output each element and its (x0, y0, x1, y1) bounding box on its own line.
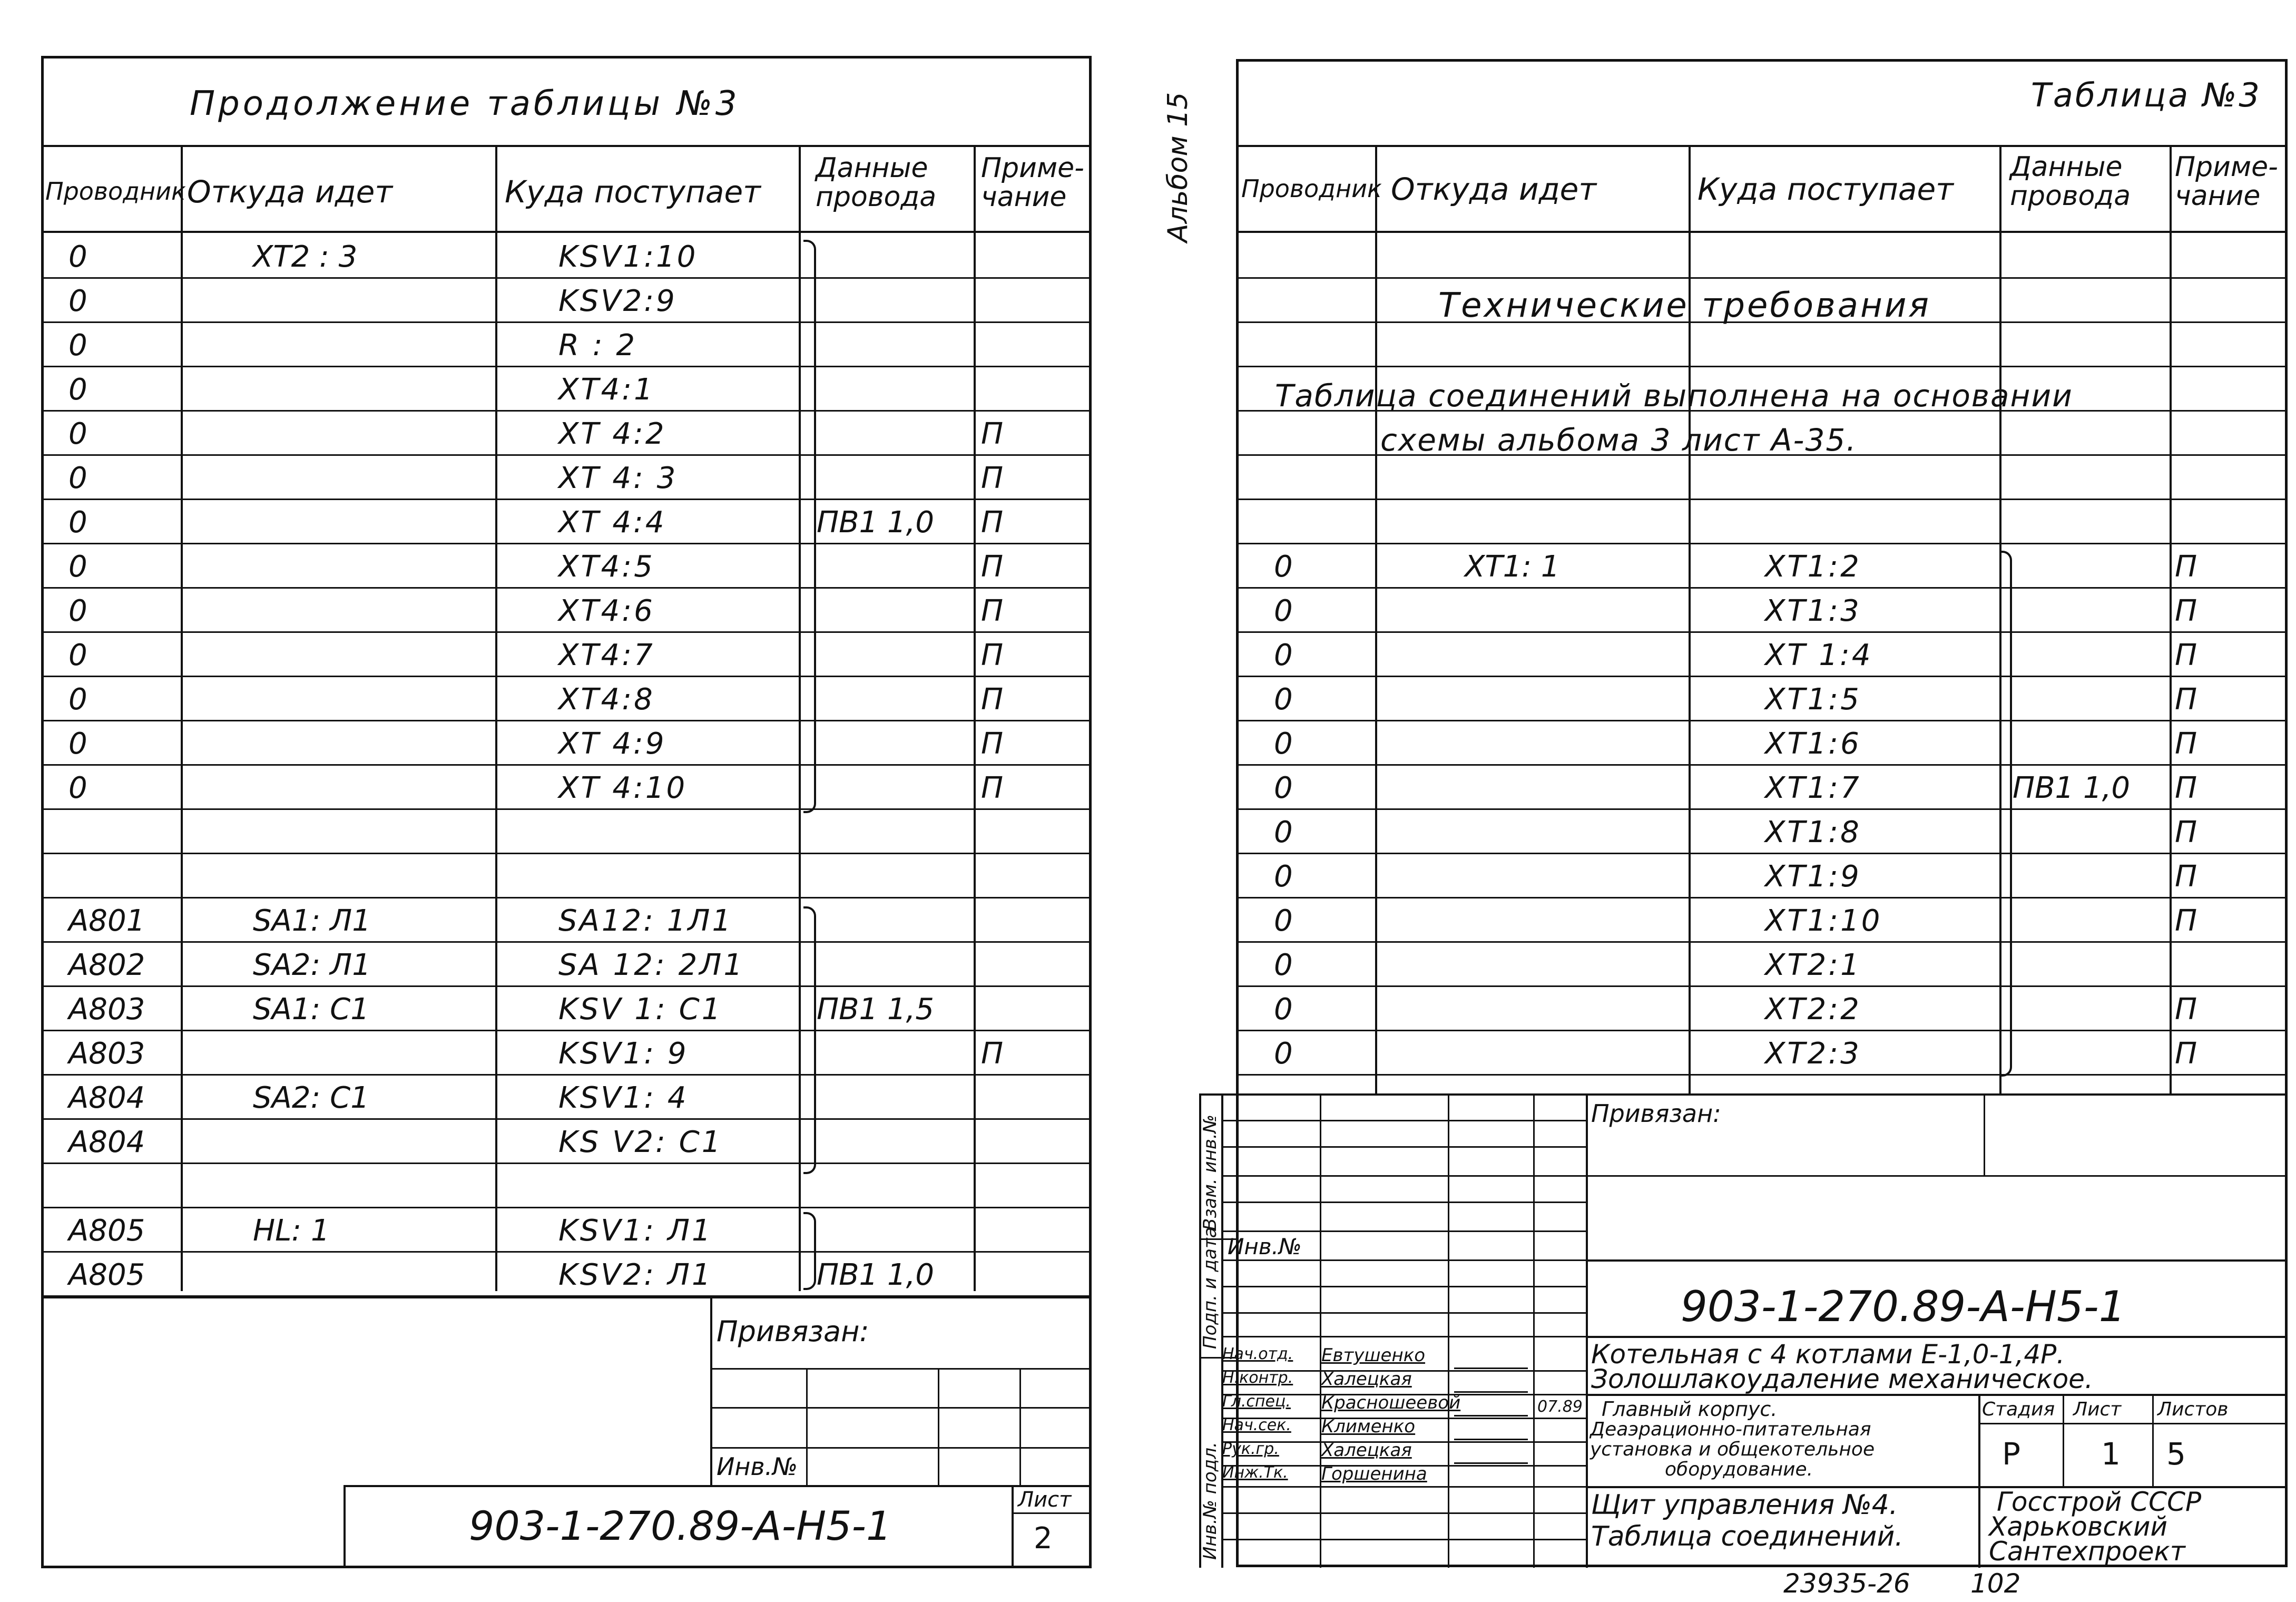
stamp-grid-line (1221, 1539, 1586, 1540)
cell-to: KSV1:10 (558, 240, 698, 274)
row-divider (42, 1251, 1091, 1253)
tech-line-1: Таблица соединений выполнена на основании (1275, 378, 2073, 414)
stamp-grid-line (1221, 1175, 1586, 1177)
role-title: Нач.сек. (1222, 1416, 1291, 1434)
stamp-grid-line (1221, 1201, 1586, 1203)
cell-wire: A803 (68, 992, 145, 1027)
left-header-data: Данные провода (816, 152, 937, 213)
cell-note: П (981, 682, 1004, 717)
row-divider (42, 1207, 1091, 1208)
cell-from: SA2: Л1 (253, 948, 371, 982)
row-divider (1237, 941, 2287, 943)
list-value: 1 (2101, 1436, 2121, 1472)
cell-note: П (981, 771, 1004, 805)
cell-note: П (2175, 771, 2197, 805)
cell-to: XT4:7 (558, 638, 655, 672)
row-divider (42, 985, 1091, 987)
cell-wire: 0 (1274, 948, 1293, 982)
signature-line (1454, 1370, 1528, 1393)
project-line-2: Золошлакоудаление механическое. (1591, 1364, 2093, 1394)
row-divider (42, 720, 1091, 721)
signature-line (1454, 1346, 1528, 1369)
row-divider (1237, 764, 2287, 766)
cell-to: KSV 1: C1 (558, 992, 723, 1027)
role-name: Горшенина (1321, 1463, 1427, 1484)
list-label: Лист (2073, 1399, 2122, 1420)
cell-note: П (981, 417, 1004, 451)
cell-note: П (981, 1037, 1004, 1071)
footer-page: 102 (1970, 1568, 2021, 1599)
row-divider (1237, 1030, 2287, 1031)
right-header-data: Данные провода (2010, 151, 2131, 212)
role-name: Халецкая (1321, 1440, 1412, 1461)
row-divider (42, 454, 1091, 456)
group-brace (803, 906, 816, 1174)
row-divider (42, 277, 1091, 279)
cell-wire: 0 (1274, 904, 1293, 938)
right-inv: Инв.№ (1228, 1234, 1302, 1259)
org-line-2: Харьковский (1989, 1511, 2168, 1542)
cell-note: П (981, 638, 1004, 672)
cell-wire: 0 (68, 284, 87, 318)
cell-note: П (981, 505, 1004, 540)
cell-to: XT1:2 (1765, 550, 1861, 584)
role-name: Клименко (1321, 1416, 1416, 1437)
cell-from: SA1: Л1 (253, 904, 371, 938)
cell-to: XT1:8 (1765, 815, 1861, 849)
cell-to: XT2:1 (1765, 948, 1861, 982)
building-line-3: установка и общекотельное (1590, 1439, 1875, 1460)
cell-wire: A804 (68, 1125, 145, 1159)
cell-note: П (981, 461, 1004, 495)
cell-to: XT1:5 (1765, 682, 1861, 717)
row-divider (42, 366, 1091, 367)
cell-note: П (2175, 550, 2197, 584)
cell-to: XT4:8 (558, 682, 655, 717)
building-line-2: Деаэрационно-питательная (1590, 1419, 1871, 1440)
cell-to: XT1:9 (1765, 859, 1861, 894)
side-label-vzam: Взам. инв.№ (1200, 1114, 1221, 1230)
role-title: Н.контр. (1222, 1369, 1293, 1387)
tech-title: Технические требования (1438, 286, 1931, 325)
cell-data: ПВ1 1,5 (817, 992, 935, 1027)
cell-wire: 0 (68, 682, 87, 717)
building-line-4: оборудование. (1665, 1459, 1813, 1480)
cell-wire: 0 (68, 638, 87, 672)
stamp-grid-line (1221, 1512, 1586, 1514)
row-divider (1237, 631, 2287, 633)
row-divider (1237, 587, 2287, 589)
cell-wire: A803 (68, 1037, 145, 1071)
cell-wire: 0 (68, 328, 87, 363)
role-title: Рук.гр. (1222, 1440, 1279, 1458)
cell-data: ПВ1 1,0 (2013, 771, 2131, 805)
cell-from: SA2: C1 (253, 1081, 369, 1115)
row-divider (42, 808, 1091, 810)
stamp-grid-line (1221, 1230, 1586, 1232)
side-label-inv: Инв.№ подл. (1200, 1442, 1221, 1560)
signature-line (1454, 1418, 1528, 1440)
signature-line (1454, 1394, 1528, 1417)
row-divider (42, 1074, 1091, 1076)
left-header-wire: Проводник (45, 177, 186, 206)
cell-note: П (2175, 638, 2197, 672)
left-inv: Инв.№ (717, 1452, 798, 1481)
cell-wire: 0 (68, 771, 87, 805)
cell-from: SA1: C1 (253, 992, 369, 1027)
cell-wire: 0 (1274, 859, 1293, 894)
cell-wire: 0 (68, 550, 87, 584)
cell-to: SA 12: 2Л1 (558, 948, 744, 982)
cell-to: XT 4:2 (558, 417, 666, 451)
cell-to: KSV1: Л1 (558, 1214, 713, 1248)
cell-to: XT4:5 (558, 550, 655, 584)
tech-line-2: схемы альбома 3 лист А-35. (1380, 422, 1857, 458)
left-header-note: Приме-чание (981, 152, 1084, 213)
row-divider (1237, 808, 2287, 810)
row-divider (42, 941, 1091, 943)
cell-note: П (2175, 1037, 2197, 1071)
cell-note: П (2175, 992, 2197, 1027)
left-table-title: Продолжение таблицы №3 (190, 84, 740, 123)
right-header-note: Приме-чание (2175, 151, 2278, 212)
row-divider (42, 410, 1091, 412)
cell-wire: 0 (1274, 550, 1293, 584)
cell-wire: 0 (1274, 815, 1293, 849)
row-divider (42, 764, 1091, 766)
row-divider (1237, 1074, 2287, 1076)
cell-wire: 0 (68, 505, 87, 540)
cell-to: XT 4:4 (558, 505, 666, 540)
cell-to: KSV1: 9 (558, 1037, 689, 1071)
cell-note: П (2175, 859, 2197, 894)
cell-wire: 0 (1274, 727, 1293, 761)
cell-wire: A804 (68, 1081, 145, 1115)
cell-to: XT1:6 (1765, 727, 1861, 761)
cell-note: П (981, 550, 1004, 584)
cell-wire: A801 (68, 904, 145, 938)
group-brace (1999, 551, 2012, 1077)
right-header-wire: Проводник (1241, 174, 1382, 203)
stage-value: Р (2002, 1436, 2020, 1472)
cell-note: П (2175, 727, 2197, 761)
cell-wire: 0 (1274, 594, 1293, 628)
cell-data: ПВ1 1,0 (817, 1258, 935, 1292)
row-divider (42, 631, 1091, 633)
row-divider (42, 853, 1091, 854)
row-divider (1237, 543, 2287, 544)
row-divider (1237, 366, 2287, 367)
cell-from: XT2 : 3 (253, 240, 358, 274)
cell-wire: 0 (68, 594, 87, 628)
stamp-grid-line (1221, 1146, 1586, 1148)
stamp-grid-line (1221, 1312, 1586, 1314)
cell-to: KSV2: Л1 (558, 1258, 713, 1292)
cell-note: П (981, 727, 1004, 761)
cell-to: R : 2 (558, 328, 637, 363)
org-line-1: Госстрой СССР (1997, 1487, 2202, 1517)
left-list-num: 2 (1034, 1521, 1053, 1556)
cell-note: П (2175, 682, 2197, 717)
cell-to: XT1:3 (1765, 594, 1861, 628)
cell-wire: 0 (68, 240, 87, 274)
cell-to: XT 4: 3 (558, 461, 678, 495)
row-divider (42, 897, 1091, 898)
stamp-grid-line (1221, 1259, 1586, 1261)
right-privyazan: Привязан: (1591, 1099, 1721, 1128)
cell-to: XT 4:10 (558, 771, 688, 805)
stamp-grid-line (1221, 1120, 1586, 1121)
left-header-to: Куда поступает (505, 174, 761, 210)
row-divider (42, 543, 1091, 544)
left-privyazan: Привязан: (717, 1315, 869, 1348)
cell-from: HL: 1 (253, 1214, 330, 1248)
cell-wire: 0 (1274, 992, 1293, 1027)
approval-date: 07.89 (1537, 1398, 1583, 1416)
cell-wire: 0 (68, 373, 87, 407)
org-line-3: Сантехпроект (1989, 1536, 2185, 1567)
cell-note: П (2175, 594, 2197, 628)
cell-wire: A802 (68, 948, 145, 982)
cell-wire: 0 (68, 417, 87, 451)
stage-label: Стадия (1982, 1399, 2055, 1420)
row-divider (1237, 499, 2287, 500)
cell-to: KSV1: 4 (558, 1081, 689, 1115)
cell-from: XT1: 1 (1465, 550, 1560, 584)
cell-to: XT2:2 (1765, 992, 1861, 1027)
cell-to: KSV2:9 (558, 284, 677, 318)
cell-to: KS V2: C1 (558, 1125, 723, 1159)
role-name: Халецкая (1321, 1369, 1412, 1390)
right-code: 903-1-270.89-А-Н5-1 (1681, 1282, 2126, 1331)
stamp-grid-line (1221, 1286, 1586, 1287)
footer-number: 23935-26 (1783, 1568, 1910, 1599)
role-title: Гл.спец. (1222, 1392, 1291, 1411)
cell-wire: 0 (68, 461, 87, 495)
row-divider (1237, 277, 2287, 279)
role-title: Инж.Тк. (1222, 1463, 1288, 1482)
role-name: Красношеевой (1321, 1392, 1461, 1413)
cell-to: XT1:10 (1765, 904, 1882, 938)
role-title: Нач.отд. (1222, 1345, 1293, 1363)
row-divider (1237, 676, 2287, 677)
row-divider (42, 587, 1091, 589)
row-divider (42, 1118, 1091, 1120)
cell-to: XT2:3 (1765, 1037, 1861, 1071)
cell-to: SA12: 1Л1 (558, 904, 733, 938)
cell-wire: 0 (1274, 638, 1293, 672)
cell-to: XT 4:9 (558, 727, 666, 761)
side-label-podp: Подп. и дата (1200, 1227, 1221, 1349)
group-brace (803, 1212, 816, 1290)
album-label: Альбом 15 (1162, 92, 1194, 242)
cell-to: XT4:1 (558, 373, 655, 407)
left-frame (41, 56, 1092, 1568)
cell-wire: 0 (1274, 1037, 1293, 1071)
signature-line (1454, 1465, 1528, 1488)
right-header-to: Куда поступает (1698, 171, 1954, 207)
left-header-from: Откуда идет (187, 174, 393, 210)
sheet-title-2: Таблица соединений. (1591, 1521, 1903, 1552)
cell-note: П (981, 594, 1004, 628)
cell-to: XT1:7 (1765, 771, 1861, 805)
row-divider (42, 676, 1091, 677)
right-header-from: Откуда идет (1391, 171, 1597, 207)
cell-wire: 0 (1274, 682, 1293, 717)
row-divider (42, 1163, 1091, 1164)
row-divider (1237, 897, 2287, 898)
cell-wire: A805 (68, 1258, 145, 1292)
row-divider (1237, 853, 2287, 854)
role-name: Евтушенко (1321, 1345, 1426, 1366)
sheet-title-1: Щит управления №4. (1591, 1489, 1898, 1521)
row-divider (42, 321, 1091, 323)
row-divider (42, 1030, 1091, 1031)
cell-to: XT4:6 (558, 594, 655, 628)
cell-data: ПВ1 1,0 (817, 505, 935, 540)
row-divider (42, 499, 1091, 500)
lists-label: Листов (2157, 1399, 2229, 1420)
signature-line (1454, 1441, 1528, 1464)
stamp-grid-line (1221, 1336, 1586, 1337)
row-divider (1237, 985, 2287, 987)
row-divider (1237, 720, 2287, 721)
cell-wire: 0 (68, 727, 87, 761)
right-table-title: Таблица №3 (2031, 76, 2262, 114)
cell-note: П (2175, 815, 2197, 849)
cell-wire: A805 (68, 1214, 145, 1248)
left-list-label: Лист (1018, 1488, 1072, 1512)
cell-note: П (2175, 904, 2197, 938)
group-brace (803, 240, 816, 813)
lists-value: 5 (2166, 1436, 2186, 1472)
cell-to: XT 1:4 (1765, 638, 1873, 672)
left-code: 903-1-270.89-А-Н5-1 (469, 1502, 892, 1549)
cell-wire: 0 (1274, 771, 1293, 805)
project-line-1: Котельная с 4 котлами Е-1,0-1,4Р. (1591, 1339, 2065, 1370)
building-line-1: Главный корпус. (1602, 1398, 1778, 1421)
stamp-grid-line (1221, 1486, 1586, 1488)
